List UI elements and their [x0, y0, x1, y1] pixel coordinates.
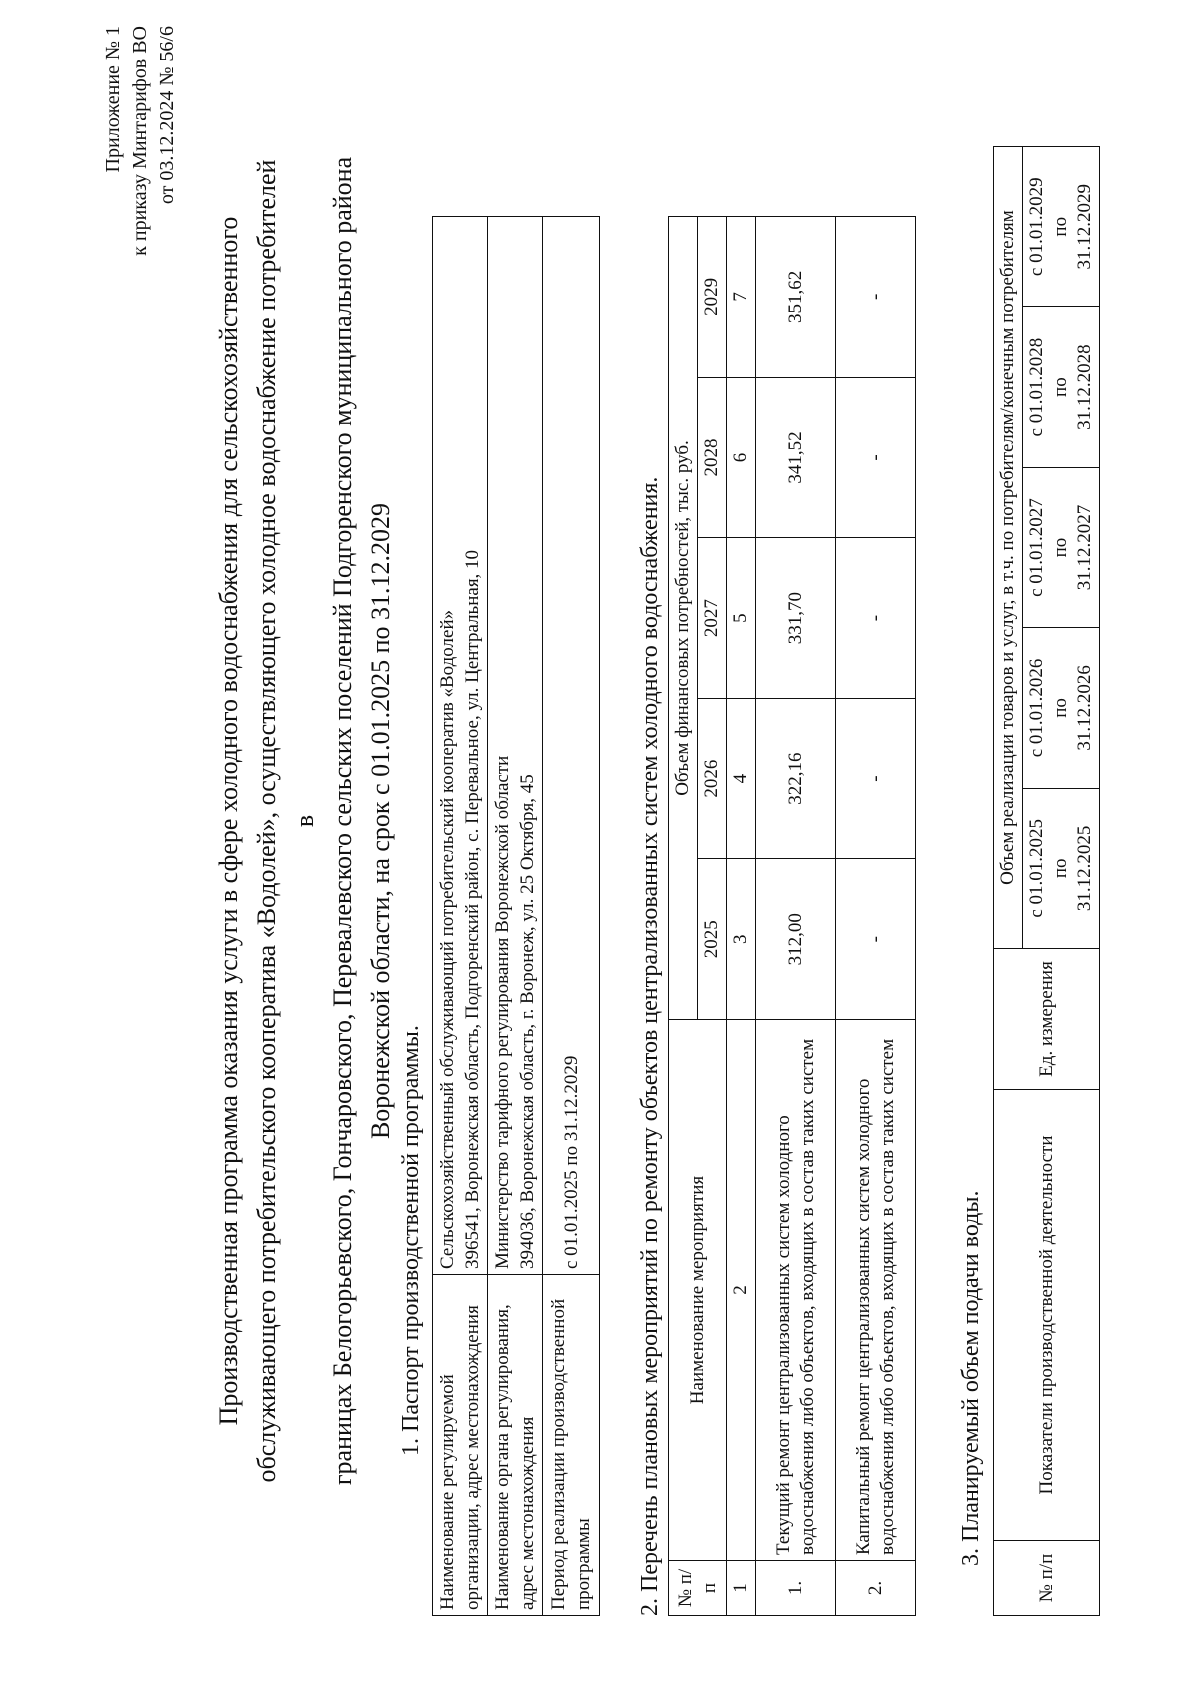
section3-heading: 3. Планируемый объем подачи воды. — [958, 1190, 984, 1566]
period-cell — [1023, 147, 1100, 307]
row-value: 341,52 — [756, 377, 836, 538]
row-name: Текущий ремонт централизованных систем холодного водоснабжения либо объектов, входящих в состав таких систем — [756, 1020, 836, 1561]
period-to: 31.12.2028 — [1074, 344, 1095, 430]
row-value: - — [836, 698, 916, 859]
col-header-num: № п/п — [994, 1541, 1100, 1616]
period-mid: по — [1050, 698, 1071, 718]
appendix-line: к приказу Минтарифов ВО — [129, 26, 151, 256]
water-supply-table — [993, 146, 1100, 1616]
col-header-name: Наименование мероприятия — [669, 1020, 727, 1561]
row-value: - — [836, 538, 916, 699]
col-index: 2 — [727, 1020, 756, 1561]
appendix-block — [100, 26, 181, 446]
period-to: 31.12.2026 — [1074, 665, 1095, 751]
row-value: 322,16 — [756, 698, 836, 859]
period-to: 31.12.2029 — [1074, 183, 1095, 270]
document-title — [210, 151, 400, 1491]
period-from: с 01.01.2027 — [1026, 498, 1047, 597]
row-value: - — [836, 377, 916, 538]
period-to: 31.12.2027 — [1074, 504, 1095, 591]
period-from: с 01.01.2028 — [1026, 337, 1047, 437]
col-header-year: 2026 — [698, 698, 727, 859]
title-line: Производственная программа оказания услуги в сфере холодного водоснабжения для сельскохозяйственного — [214, 216, 243, 1426]
repair-plan-table — [668, 216, 916, 1616]
title-line: обслуживающего потребительского кооператива «Водолей», осуществляющего холодное водоснабжение потребителей в — [252, 159, 319, 1483]
row-value: - — [836, 217, 916, 378]
period-mid: по — [1050, 858, 1071, 879]
passport-label: Период реализации производственной программы — [543, 1275, 600, 1616]
table-index-row — [727, 217, 756, 1616]
title-line: Воронежской области, на срок с 01.01.2025 по 31.12.2029 — [366, 502, 395, 1140]
period-cell — [1023, 788, 1100, 948]
col-index: 7 — [727, 217, 756, 378]
col-header-volume: Объем реализации товаров и услуг, в т.ч. по потребителям/конечным потребителям — [994, 147, 1023, 949]
col-header-unit: Ед. измерения — [994, 949, 1100, 1090]
appendix-line: от 03.12.2024 № 56/6 — [156, 26, 178, 205]
appendix-line: Приложение № 1 — [102, 26, 124, 173]
table-row — [433, 217, 488, 1616]
col-header-year: 2028 — [698, 377, 727, 538]
section1-heading: 1. Паспорт производственной программы. — [398, 1025, 424, 1456]
passport-label: Наименование регулируемой организации, адрес местонахождения — [433, 1275, 488, 1616]
passport-value-line: 396541, Воронежская область, Подгоренский район, с. Перевальное, ул. Центральная, 10 — [462, 549, 483, 1269]
period-from: с 01.01.2029 — [1026, 177, 1047, 277]
col-index: 1 — [727, 1561, 756, 1616]
row-value: 331,70 — [756, 538, 836, 699]
table-row — [543, 217, 600, 1616]
row-num: 1. — [756, 1561, 836, 1616]
row-name: Капитальный ремонт централизованных систем холодного водоснабжения либо объектов, входящих в состав таких систем — [836, 1020, 916, 1561]
col-header-year: 2025 — [698, 859, 727, 1020]
table-header-row — [994, 147, 1023, 1616]
title-line: границах Белогорьевского, Гончаровского, Перевалевского сельских поселений Подгоренского муниципального района — [328, 156, 357, 1486]
passport-value — [433, 217, 488, 1275]
row-num: 2. — [836, 1561, 916, 1616]
period-cell — [1023, 307, 1100, 467]
col-header-year: 2027 — [698, 538, 727, 699]
passport-value-line: Министерство тарифного регулирования Воронежской области — [492, 755, 513, 1269]
table-row — [836, 217, 916, 1616]
period-mid: по — [1050, 377, 1071, 397]
col-index: 4 — [727, 698, 756, 859]
period-from: с 01.01.2026 — [1026, 658, 1047, 758]
period-to: 31.12.2025 — [1074, 825, 1095, 912]
passport-label: Наименование органа регулирования, адрес местонахождения — [488, 1275, 543, 1616]
period-cell — [1023, 467, 1100, 627]
col-header-num: № п/п — [669, 1561, 727, 1616]
period-cell — [1023, 628, 1100, 788]
passport-value-line: с 01.01.2025 по 31.12.2029 — [560, 1055, 582, 1269]
table-row — [756, 217, 836, 1616]
row-value: 312,00 — [756, 859, 836, 1020]
passport-table — [432, 216, 600, 1616]
section2-heading: 2. Перечень плановых мероприятий по ремонту объектов централизованных систем холодного водоснабжения. — [637, 476, 663, 1616]
row-value: - — [836, 859, 916, 1020]
passport-value — [488, 217, 543, 1275]
col-header-indicator: Показатели производственной деятельности — [994, 1090, 1100, 1541]
period-mid: по — [1050, 537, 1071, 558]
passport-value — [543, 217, 600, 1275]
col-index: 6 — [727, 377, 756, 538]
passport-value-line: 394036, Воронежская область, г. Воронеж, ул. 25 Октября, 45 — [517, 774, 538, 1269]
period-mid: по — [1050, 216, 1071, 237]
col-index: 3 — [727, 859, 756, 1020]
period-from: с 01.01.2025 — [1026, 818, 1047, 918]
row-value: 351,62 — [756, 217, 836, 378]
col-header-volume: Объем финансовых потребностей, тыс. руб. — [669, 217, 698, 1020]
table-header-row — [669, 217, 698, 1616]
col-header-year: 2029 — [698, 217, 727, 378]
col-index: 5 — [727, 538, 756, 699]
passport-value-line: Сельскохозяйственный обслуживающий потребительский кооператив «Водолей» — [437, 609, 458, 1269]
table-row — [488, 217, 543, 1616]
